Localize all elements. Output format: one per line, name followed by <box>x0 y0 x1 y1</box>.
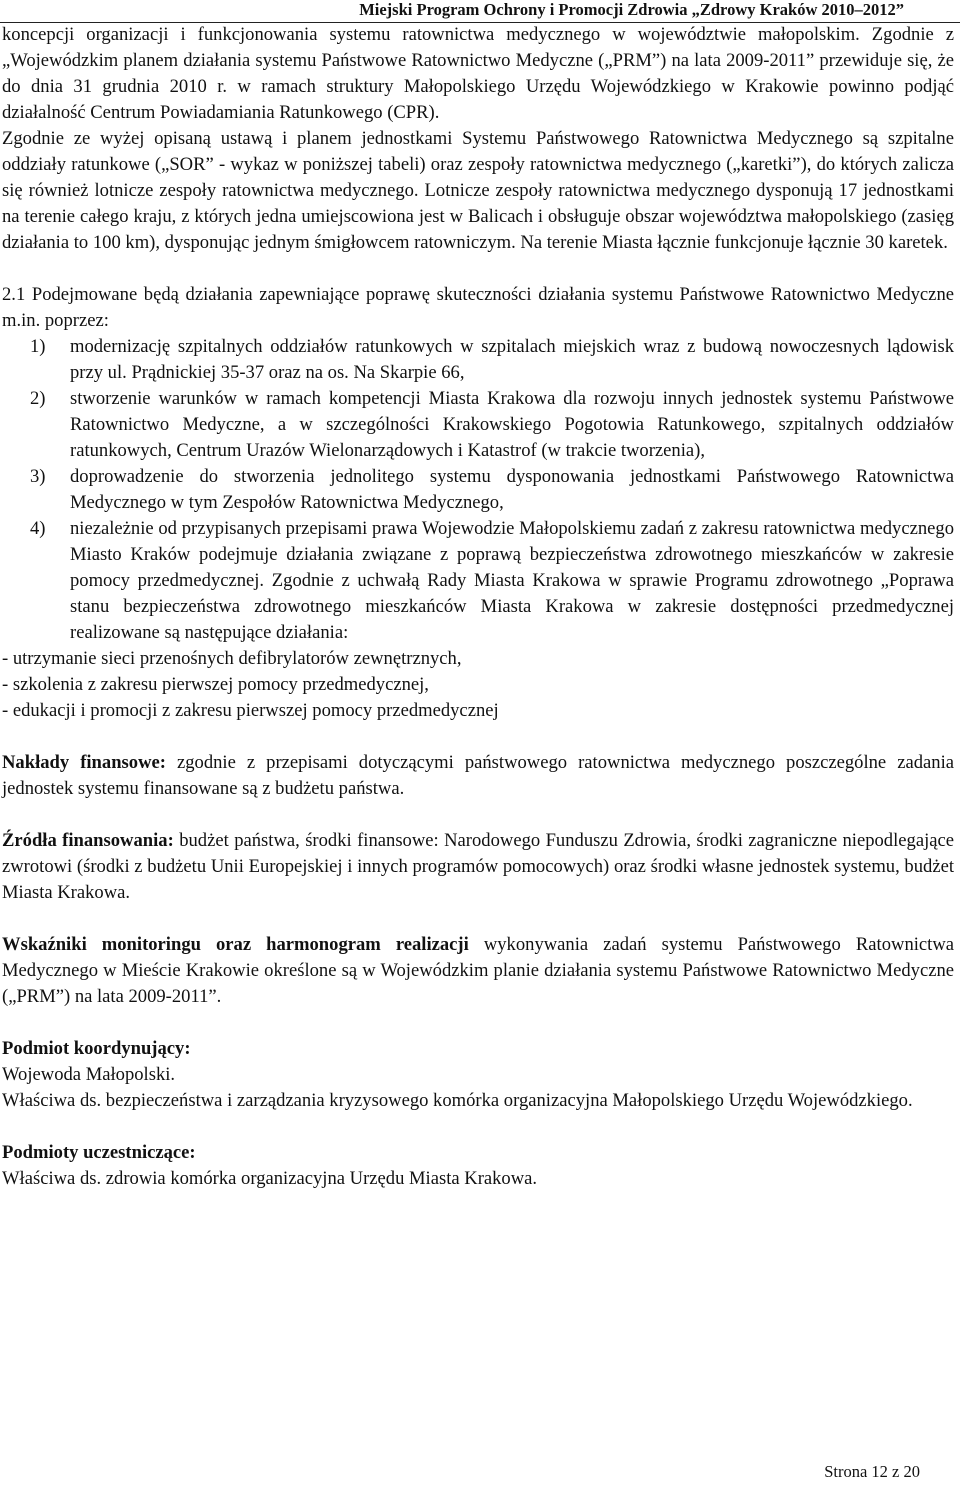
zrodla-label: Źródła finansowania: <box>2 830 174 851</box>
dash-item: - szkolenia z zakresu pierwszej pomocy przedmedycznej, <box>2 674 429 695</box>
list-item-number: 3) <box>30 466 46 487</box>
naklady-text: zgodnie z przepisami dotyczącymi państwowego ratownictwa medycznego poszczególne zadania jednostek systemu finansowane są z budżetu państwa. <box>2 752 954 799</box>
koordynujacy-heading: Podmiot koordynujący: <box>2 1038 191 1059</box>
paragraph-naklady <box>2 750 954 802</box>
spacer <box>2 906 954 932</box>
list-item <box>2 464 954 516</box>
list-item <box>2 334 954 386</box>
uczestniczace-line: Właściwa ds. zdrowia komórka organizacyjna Urzędu Miasta Krakowa. <box>2 1168 538 1189</box>
spacer <box>2 802 954 828</box>
list-item-number: 4) <box>30 518 46 539</box>
spacer <box>2 724 954 750</box>
page-number: Strona 12 z 20 <box>824 1462 920 1481</box>
actions-list <box>2 646 954 724</box>
dash-item: - utrzymanie sieci przenośnych defibrylatorów zewnętrznych, <box>2 648 462 669</box>
section-2-1-heading: 2.1 Podejmowane będą działania zapewniające poprawę skuteczności działania systemu Państwowe Ratownictwo Medyczne m.in. poprzez: <box>2 284 954 331</box>
naklady-label: Nakłady finansowe: <box>2 752 166 773</box>
list-item-text: niezależnie od przypisanych przepisami prawa Wojewodzie Małopolskiemu zadań z zakresu ratownictwa medycznego Miasto Kraków podejmuje działania związane z poprawą bezpieczeństwa zdrowotnego mieszkańców w zakresie pomocy przedmedycznej. Zgodnie z uchwałą Rady Miasta Krakowa w sprawie Programu zdrowotnego „Poprawa stanu bezpieczeństwa zdrowotnego mieszkańców Miasta Krakowa w zakresie dostępności przedmedycznej realizowane są następujące działania: <box>70 518 954 643</box>
dash-item: - edukacji i promocji z zakresu pierwszej pomocy przedmedycznej <box>2 700 499 721</box>
running-header: Miejski Program Ochrony i Promocji Zdrowia „Zdrowy Kraków 2010–2012” <box>359 0 904 19</box>
list-item-text: modernizację szpitalnych oddziałów ratunkowych w szpitalach miejskich wraz z budową nowoczesnych lądowisk przy ul. Prądnickiej 35-37 oraz na os. Na Skarpie 66, <box>70 336 954 383</box>
wskazniki-text: wykonywania zadań systemu Państwowego Ratownictwa Medycznego w Mieście Krakowie określone są w Wojewódzkim planie działania systemu Państwowe Ratownictwo Medyczne („PRM”) na lata 2009-2011”. <box>2 934 955 1007</box>
measures-list <box>2 334 954 646</box>
list-item-text: doprowadzenie do stworzenia jednolitego systemu dysponowania jednostkami Państwowego Ratownictwa Medycznego w tym Zespołów Ratownictwa Medycznego, <box>70 466 954 513</box>
koordynujacy-line: Właściwa ds. bezpieczeństwa i zarządzania kryzysowego komórka organizacyjna Małopolskiego Urzędu Wojewódzkiego. <box>2 1090 913 1111</box>
paragraph-wskazniki <box>2 932 954 1010</box>
paragraph-units: Zgodnie ze wyżej opisaną ustawą i planem jednostkami Systemu Państwowego Ratownictwa Medycznego są szpitalne oddziały ratunkowe („SOR” - wykaz w poniższej tabeli) oraz zespoły ratownictwa medycznego („karetki”), do których zalicza się również lotnicze zespoły ratownictwa medycznego. Lotnicze zespoły ratownictwa medycznego dysponują 17 jednostkami na terenie całego kraju, z których jedna umiejscowiona jest w Balicach i obsługuje obszar województwa małopolskiego (zasięg działania to 100 km), dysponując jednym śmigłowcem ratowniczym. Na terenie Miasta łącznie funkcjonuje łącznie 30 karetek. <box>2 128 954 253</box>
spacer <box>2 1114 954 1140</box>
paragraph-intro: koncepcji organizacji i funkcjonowania systemu ratownictwa medycznego w województwie małopolskim. Zgodnie z „Wojewódzkim planem działania systemu Państwowe Ratownictwo Medyczne („PRM”) na lata 2009-2011” przewiduje się, że do dnia 31 grudnia 2010 r. w ramach struktury Małopolskiego Urzędu Wojewódzkiego w Krakowie powinno podjąć działalność Centrum Powiadamiania Ratunkowego (CPR). <box>2 24 954 123</box>
list-item <box>2 386 954 464</box>
list-item-number: 1) <box>30 336 46 357</box>
list-item-number: 2) <box>30 388 46 409</box>
koordynujacy-line: Wojewoda Małopolski. <box>2 1064 176 1085</box>
list-item-text: stworzenie warunków w ramach kompetencji Miasta Krakowa dla rozwoju innych jednostek systemu Państwowe Ratownictwo Medyczne, a w szczególności Krakowskiego Pogotowia Ratunkowego, szpitalnych oddziałów ratunkowych, Centrum Urazów Wielonarządowych i Katastrof (w trakcie tworzenia), <box>70 388 954 461</box>
zrodla-text: budżet państwa, środki finansowe: Narodowego Funduszu Zdrowia, środki zagraniczne niepodlegające zwrotowi (środki z budżetu Unii Europejskiej i innych programów pomocowych) oraz środki własne jednostek systemu, budżet Miasta Krakowa. <box>2 830 954 903</box>
wskazniki-label: Wskaźniki monitoringu oraz harmonogram realizacji <box>2 934 469 955</box>
spacer <box>2 256 954 282</box>
uczestniczace-heading: Podmioty uczestniczące: <box>2 1142 196 1163</box>
page-content <box>2 22 954 1192</box>
list-item <box>2 516 954 646</box>
spacer <box>2 1010 954 1036</box>
paragraph-zrodla <box>2 828 954 906</box>
